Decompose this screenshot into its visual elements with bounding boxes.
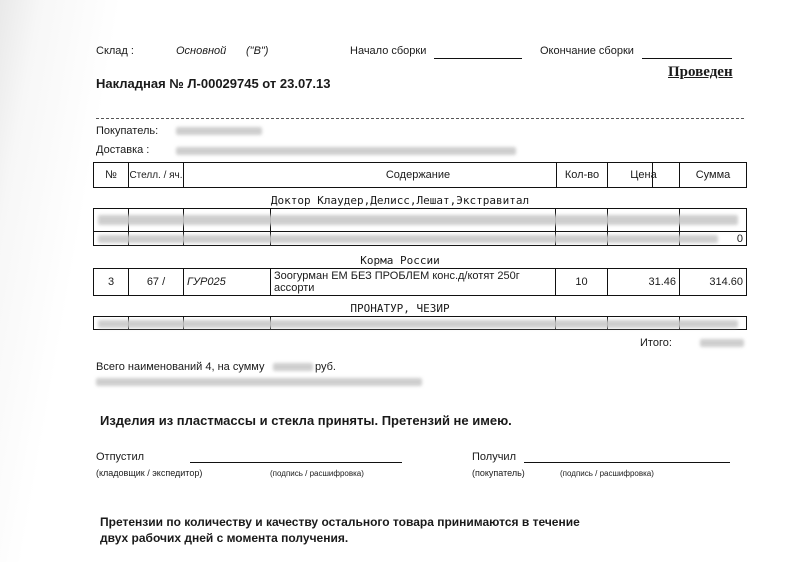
row-price: 31.46 [608,269,680,295]
summary-amount-redacted [273,363,313,371]
row-sum: 314.60 [709,276,743,288]
delivery-label: Доставка : [96,144,150,156]
table-header [93,162,747,188]
buyer-label: Покупатель: [96,125,159,137]
partial-sum: 0 [736,232,743,245]
status-stamp: Проведен [668,64,733,80]
table-row [93,232,747,246]
released-signature-hint: (подпись / расшифровка) [270,469,364,478]
received-signature-line [524,462,730,463]
warehouse-label: Склад : [96,45,134,57]
received-label: Получил [472,451,516,463]
total-items-text: Всего наименований 4, на сумму [96,361,265,373]
col-sum: Сумма [695,169,731,181]
row-redacted [98,320,738,328]
row-code: ГУР025 [184,269,271,295]
total-label: Итого: [640,337,672,349]
total-redacted [700,339,744,347]
row-shelf: 67 / [129,269,184,295]
col-price: Цена [608,163,680,187]
header-divider [96,118,744,119]
delivery-redacted [176,147,516,155]
col-qty: Кол-во [556,163,608,187]
received-signature-hint: (подпись / расшифровка) [560,469,654,478]
claims-note-line1: Претензии по количеству и качеству остального товара принимаются в течение [100,515,580,529]
group-heading-3: ПРОНАТУР, ЧЕЗИР [350,302,450,315]
group-heading-2: Корма России [360,254,440,267]
warehouse-value: Основной [176,45,227,57]
col-content: Содержание [184,163,653,187]
buyer-redacted [176,127,262,135]
table-row [93,208,747,232]
invoice-title: Накладная № Л-00029745 от 23.07.13 [96,76,331,91]
table-row [93,316,747,330]
released-label: Отпустил [96,451,145,463]
assembly-end-label: Окончание сборки [540,45,634,57]
table-row [93,268,747,296]
assembly-start-line [434,58,522,59]
claims-note-line2: двух рабочих дней с момента получения. [100,531,349,545]
row-content: Зоогурман ЕМ БЕЗ ПРОБЛЕМ конс.д/котят 250г ассорти [271,269,556,295]
group-heading-1: Доктор Клаудер,Делисс,Лешат,Экстравитал [270,194,530,207]
warehouse-code: ("В") [246,45,269,57]
released-role: (кладовщик / экспедитор) [96,468,203,478]
summary-words-redacted [96,378,422,386]
assembly-end-line [642,58,732,59]
received-role: (покупатель) [472,468,525,478]
row-redacted [98,235,718,243]
row-num: 3 [94,269,129,295]
accepted-note: Изделия из пластмассы и стекла приняты. Претензий не имею. [100,413,512,428]
row-redacted [98,215,738,225]
row-qty: 10 [556,269,608,295]
col-shelf: Стелл. / яч. [129,163,184,187]
released-signature-line [190,462,402,463]
col-num: № [94,163,129,187]
summary-currency: руб. [315,361,336,373]
assembly-start-label: Начало сборки [350,45,427,57]
